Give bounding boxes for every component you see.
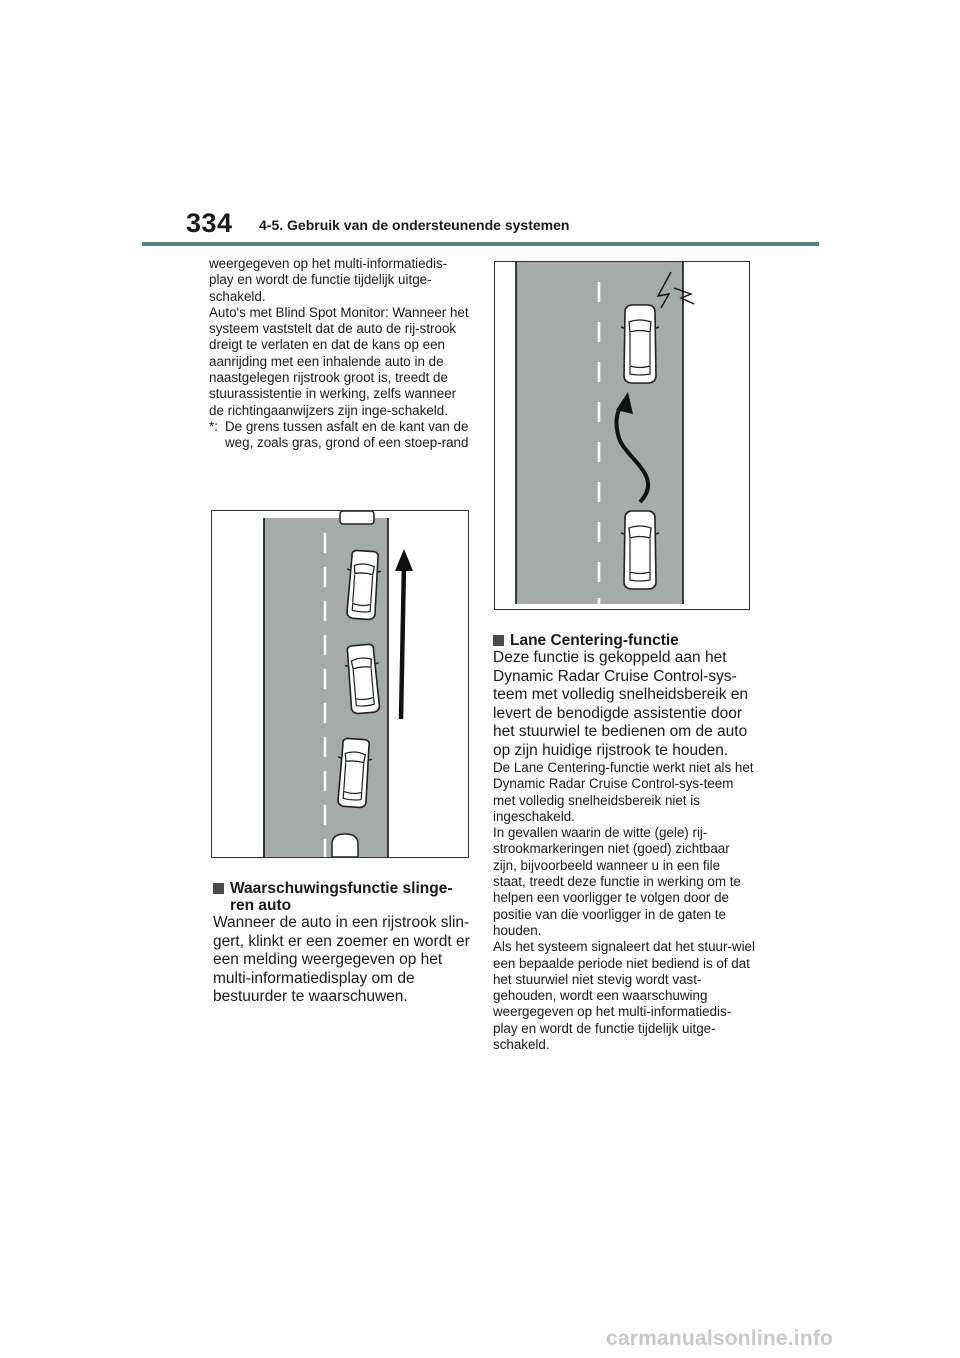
footnote-mark: *: <box>209 418 218 434</box>
swerving-car-on-road-icon <box>212 511 468 857</box>
footnote <box>209 419 471 452</box>
square-bullet-icon <box>213 883 224 894</box>
figure-lane-change <box>494 261 750 610</box>
lane-centering-intro: Deze functie is gekoppeld aan het Dynamic Radar Cruise Control-sys-teem met volledig snelheidsbereik en levert de benodigde assistentie door het stuurwiel te bedienen om de auto op zijn huidige rijstrook te houden. <box>493 649 749 759</box>
lane-centering-section <box>493 632 755 1053</box>
section-title: 4-5. Gebruik van de ondersteunende systemen <box>259 217 570 233</box>
warning-heading-line-1: Waarschuwingsfunctie slinge- <box>230 880 453 897</box>
warning-text: Wanneer de auto in een rijstrook slin-gert, klinkt er een zoemer en wordt er een melding weergegeven op het multi-informatiedisplay om de bestuurder te waarschuwen. <box>213 914 470 1005</box>
lane-centering-note-1: De Lane Centering-functie werkt niet als het Dynamic Radar Cruise Control-sys-teem met volledig snelheidsbereik niet is ingeschakeld. <box>493 760 754 824</box>
page-header <box>0 0 960 250</box>
lane-centering-heading <box>493 632 755 649</box>
lane-change-collision-warning-icon <box>495 262 749 609</box>
warning-heading-line-2: ren auto <box>230 897 292 914</box>
paragraph-continuation: weergegeven op het multi-informatiedis-play en wordt de functie tijdelijk uitge-schakeld. <box>209 256 448 304</box>
square-bullet-icon <box>493 635 504 646</box>
footnote-text: De grens tussen asfalt en de kant van de weg, zoals gras, grond of een stoep-rand <box>225 418 469 451</box>
lane-centering-note-3: Als het systeem signaleert dat het stuur-wiel een bepaalde periode niet bediend is of dat het stuurwiel niet stevig wordt vast-gehouden, wordt een waarschuwing weergegeven op het multi-informatiedis-play en wordt de functie tijdelijk uitge-schakeld. <box>493 939 755 1053</box>
watermark: carmanualsonline.info <box>606 1327 834 1350</box>
warning-section <box>213 880 471 1007</box>
paragraph-blind-spot: Auto's met Blind Spot Monitor: Wanneer het systeem vaststelt dat de auto de rij-strook dreigt te verlaten en dat de kans op een aanrijding met een inhalende auto in de naastgelegen rijstrook groot is, treedt de stuurassistentie in werking, zelfs wanneer de richtingaanwijzers zijn inge-schakeld. <box>209 304 469 418</box>
figure-swerving-car <box>211 510 469 858</box>
lane-centering-note-2: In gevallen waarin de witte (gele) rij-strookmarkeringen niet (goed) zichtbaar zijn, bijvoorbeeld wanneer u in een file staat, treedt deze functie in werking om te helpen een voorligger te volgen door de positie van die voorligger in de gaten te houden. <box>493 825 741 938</box>
page-number: 334 <box>186 208 233 238</box>
warning-heading <box>213 880 471 914</box>
header-divider <box>142 242 819 246</box>
left-column-text <box>209 256 471 452</box>
lane-centering-heading-text: Lane Centering-functie <box>510 632 679 649</box>
